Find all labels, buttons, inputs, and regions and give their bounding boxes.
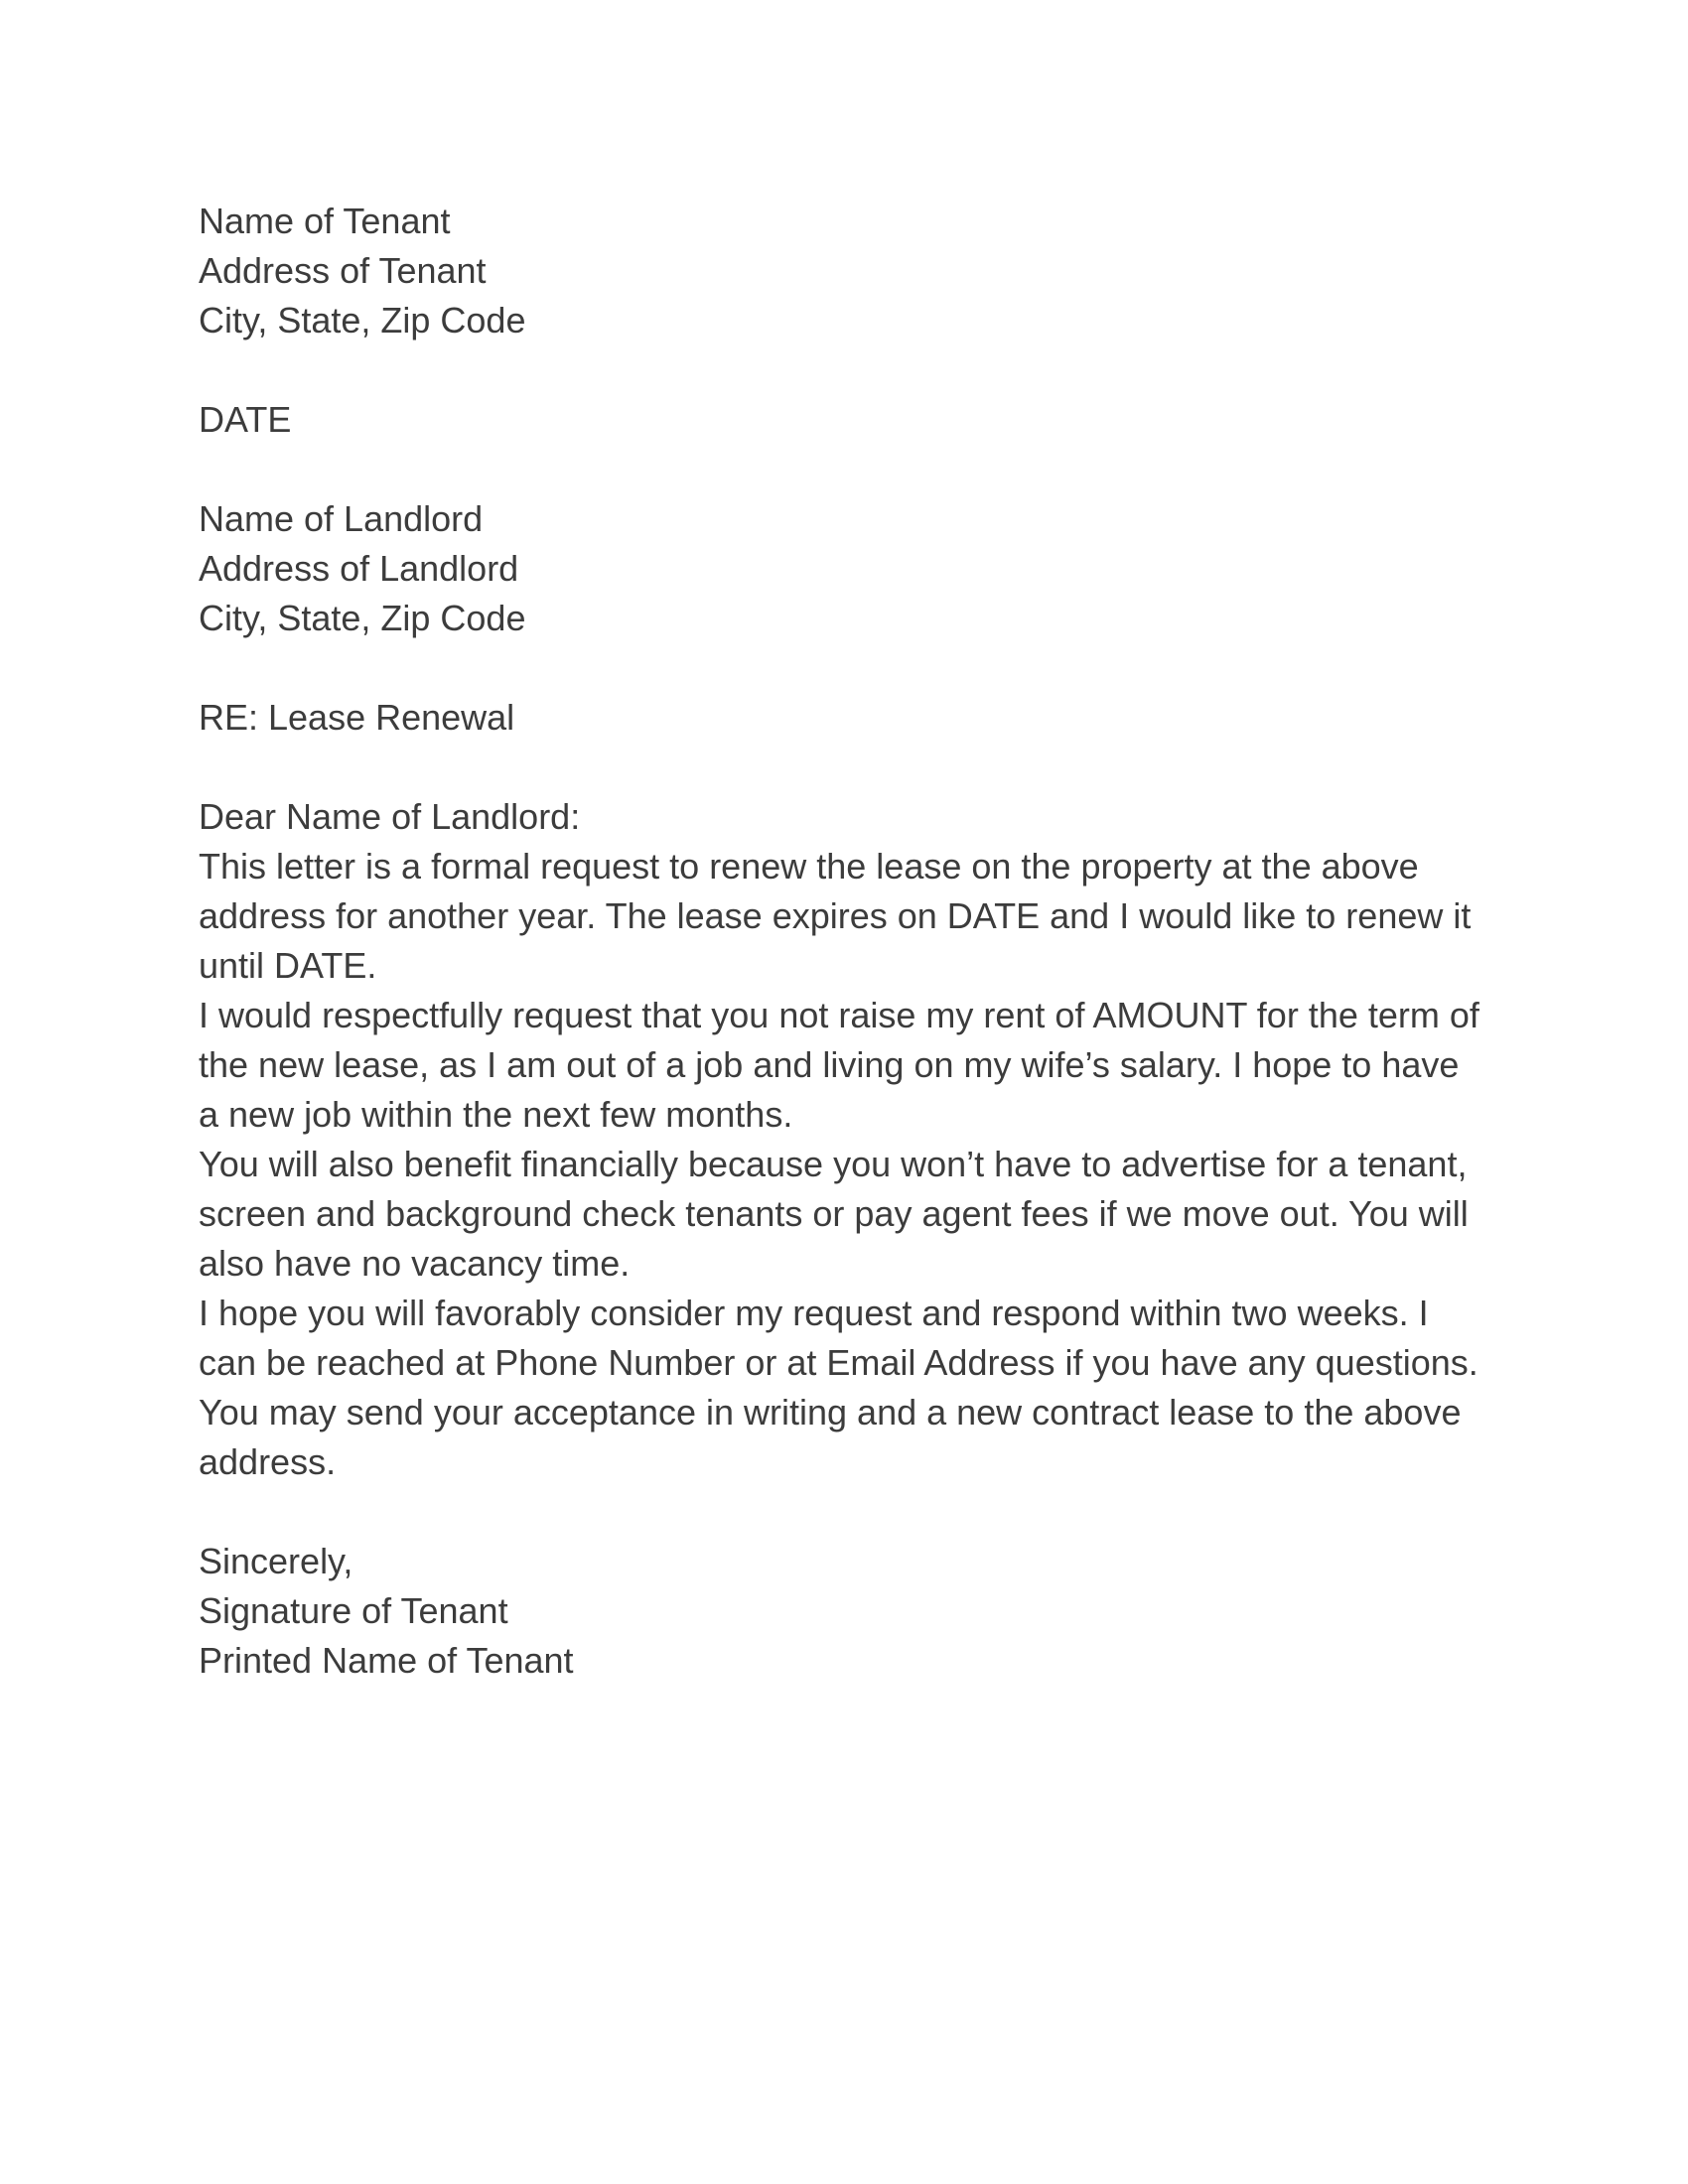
valediction: Sincerely, [199, 1541, 353, 1581]
paragraph-line: can be reached at Phone Number or at Email Address if you have any questions. [199, 1342, 1478, 1383]
paragraph-line: until DATE. [199, 945, 377, 986]
body-paragraph-2 [199, 991, 1499, 1140]
paragraph-line: You may send your acceptance in writing and a new contract lease to the above [199, 1392, 1462, 1433]
printed-name: Printed Name of Tenant [199, 1640, 574, 1681]
salutation-block [199, 792, 1499, 842]
paragraph-line: This letter is a formal request to renew the lease on the property at the above [199, 846, 1419, 887]
tenant-address-block [199, 197, 1499, 345]
landlord-address: Address of Landlord [199, 548, 519, 589]
subject-line: RE: Lease Renewal [199, 697, 515, 738]
closing-block [199, 1537, 1499, 1686]
paragraph-line: address for another year. The lease expires on DATE and I would like to renew it [199, 895, 1472, 936]
paragraph-line: a new job within the next few months. [199, 1094, 793, 1135]
tenant-city-state-zip: City, State, Zip Code [199, 300, 526, 341]
body-paragraph-1 [199, 842, 1499, 991]
tenant-name: Name of Tenant [199, 201, 451, 241]
paragraph-line: I would respectfully request that you not raise my rent of AMOUNT for the term of [199, 995, 1479, 1035]
paragraph-line: screen and background check tenants or pay agent fees if we move out. You will [199, 1193, 1469, 1234]
date-block [199, 395, 1499, 445]
paragraph-line: the new lease, as I am out of a job and living on my wife’s salary. I hope to have [199, 1044, 1460, 1085]
body-paragraph-3 [199, 1140, 1499, 1289]
subject-block [199, 693, 1499, 743]
landlord-name: Name of Landlord [199, 498, 484, 539]
landlord-address-block [199, 494, 1499, 643]
body-paragraph-4 [199, 1289, 1499, 1487]
letter-body [199, 197, 1499, 1686]
paragraph-line: You will also benefit financially because you won’t have to advertise for a tenant, [199, 1144, 1468, 1184]
landlord-city-state-zip: City, State, Zip Code [199, 598, 526, 638]
salutation: Dear Name of Landlord: [199, 796, 581, 837]
paragraph-line: I hope you will favorably consider my request and respond within two weeks. I [199, 1293, 1429, 1333]
paragraph-line: address. [199, 1441, 337, 1482]
paragraph-line: also have no vacancy time. [199, 1243, 631, 1284]
signature-line: Signature of Tenant [199, 1590, 508, 1631]
letter-date: DATE [199, 399, 292, 440]
tenant-address: Address of Tenant [199, 250, 487, 291]
